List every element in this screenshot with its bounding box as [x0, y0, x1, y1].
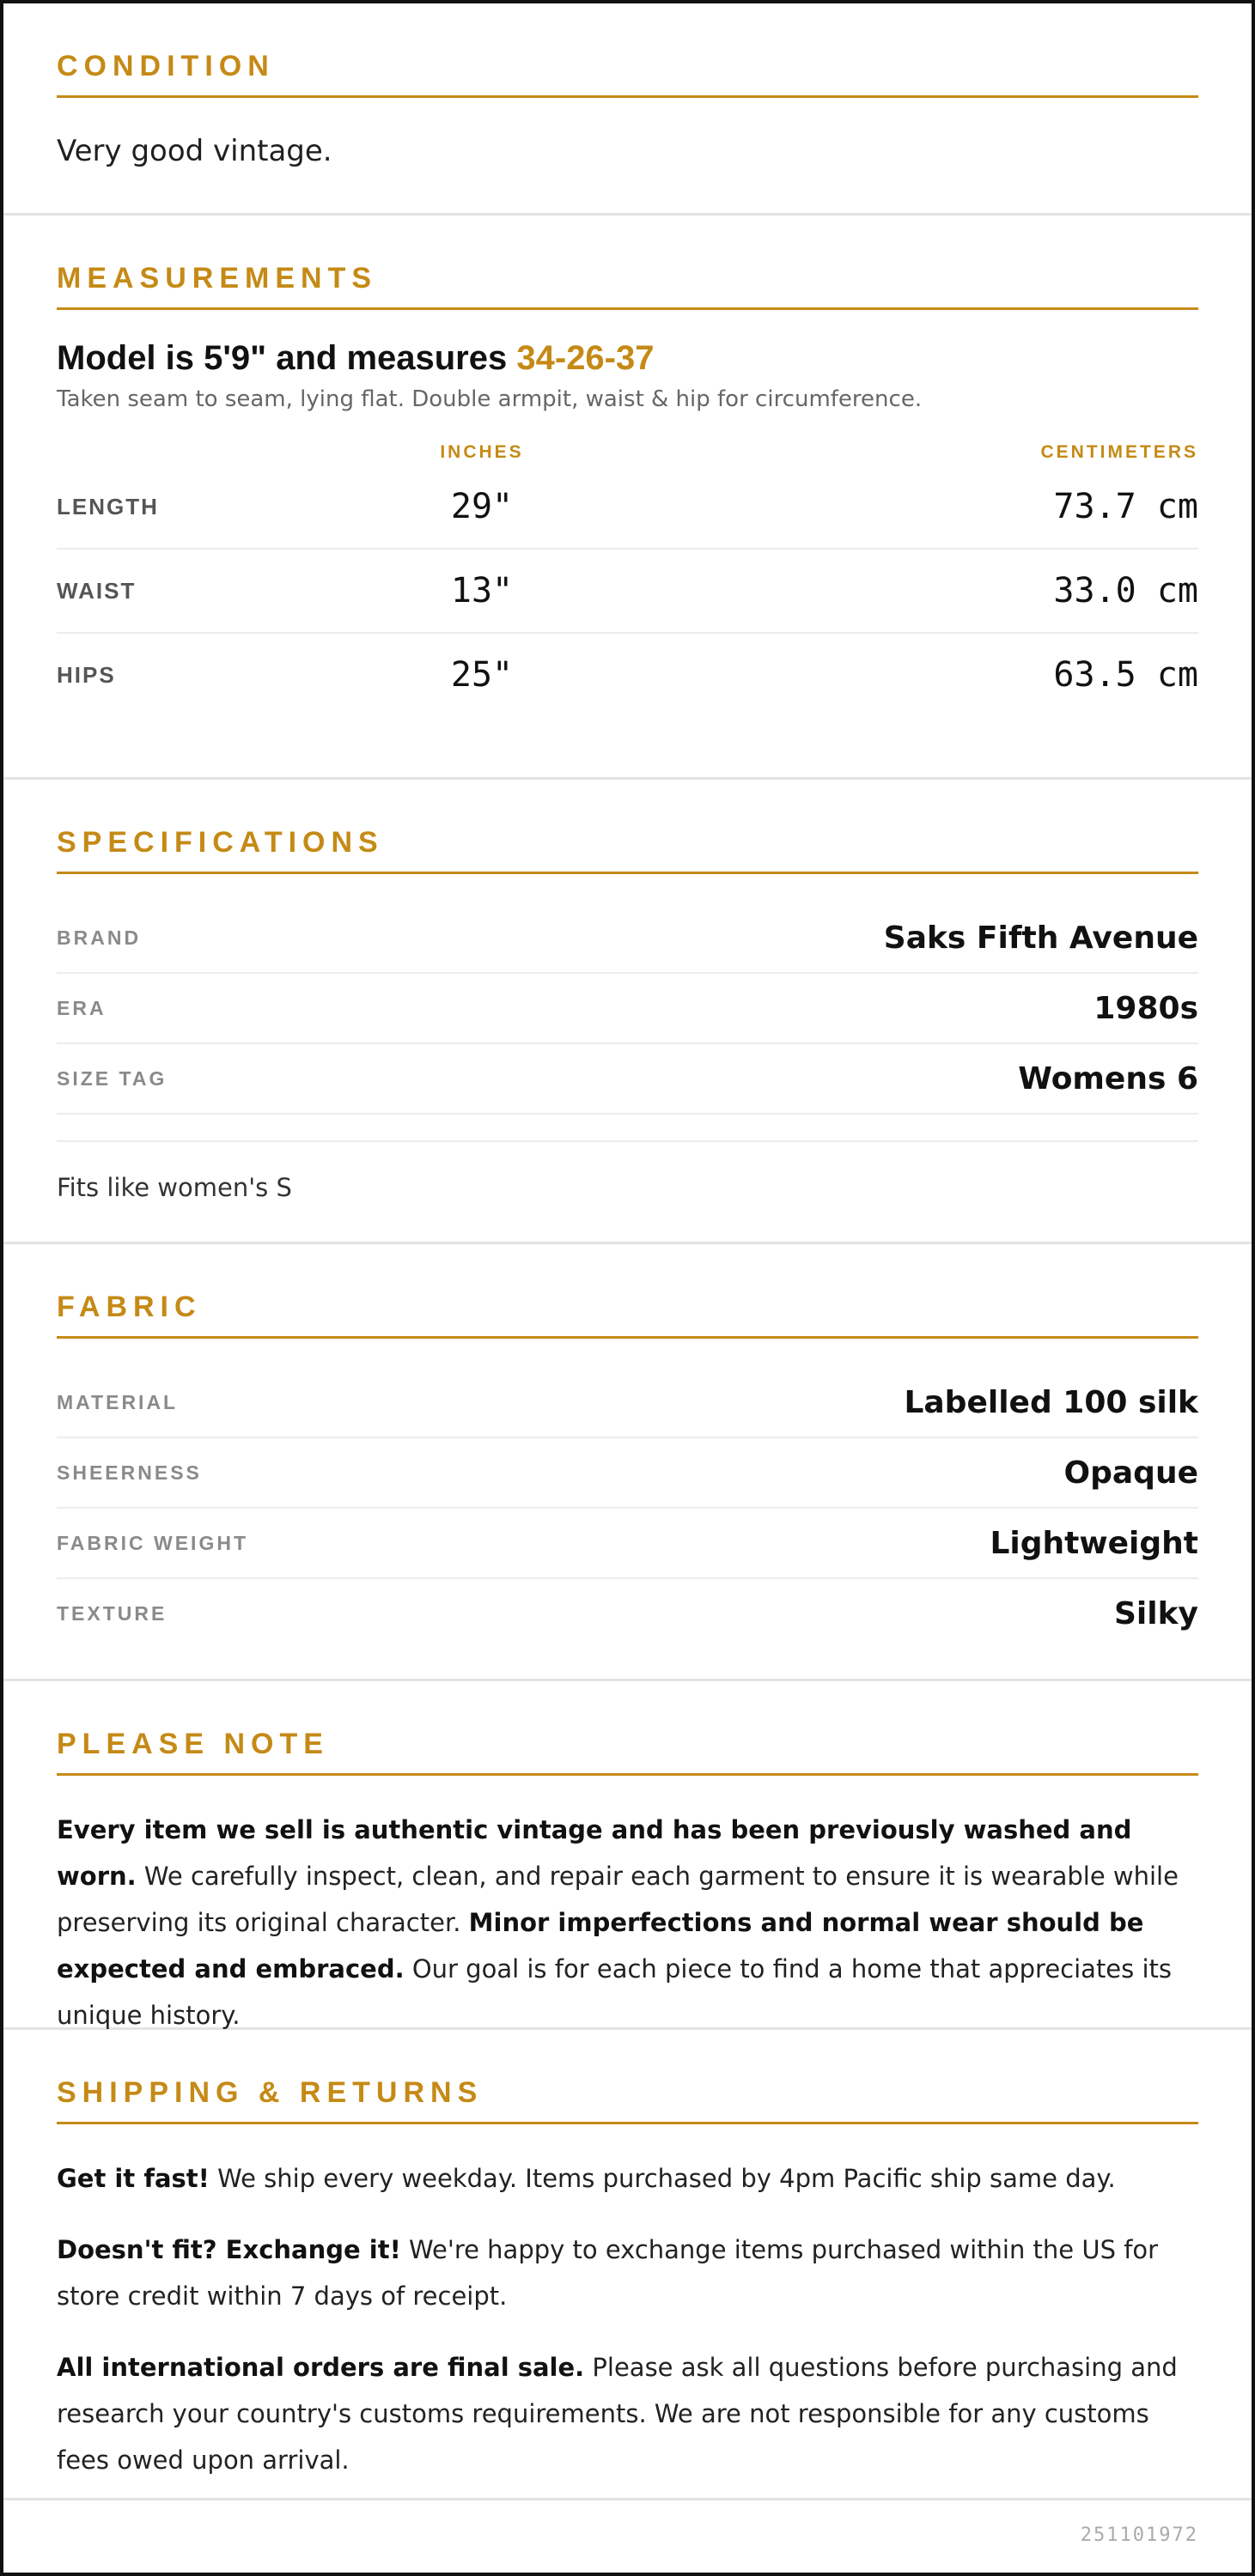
spec-key: ERA	[57, 996, 107, 1019]
shipping-paragraph-international	[57, 2344, 1198, 2483]
shipping-returns-title: SHIPPING & RETURNS	[57, 2076, 1198, 2124]
specifications-section	[3, 780, 1252, 1244]
shipping-bold: Doesn't fit? Exchange it!	[57, 2235, 401, 2264]
spec-row-era	[57, 974, 1198, 1044]
spec-row-size-tag	[57, 1044, 1198, 1115]
note-text-2: Our goal is for each piece to find a home that appreciates its unique history.	[57, 1954, 1173, 2030]
spec-value: 1980s	[1094, 990, 1198, 1026]
measurements-table-header	[57, 440, 1198, 465]
please-note-text	[57, 1807, 1198, 2038]
measurement-centimeters: 33.0 cm	[1053, 571, 1198, 611]
fabric-key: TEXTURE	[57, 1601, 168, 1625]
shipping-paragraph-exchange	[57, 2227, 1198, 2319]
measurement-label: HIPS	[57, 661, 116, 688]
note-text-1: We carefully inspect, clean, and repair each garment to ensure it is wearable while preserving its original character.	[57, 1862, 1179, 1937]
model-measures-value: 34-26-37	[516, 339, 655, 377]
fabric-key: SHEERNESS	[57, 1461, 202, 1484]
spec-key: SIZE TAG	[57, 1066, 168, 1090]
fabric-section	[3, 1244, 1252, 1681]
condition-text: Very good vintage.	[57, 134, 332, 168]
spec-value: Womens 6	[1018, 1060, 1198, 1097]
fabric-key: MATERIAL	[57, 1390, 179, 1413]
fabric-row-material	[57, 1368, 1198, 1438]
please-note-section	[3, 1681, 1252, 2030]
fabric-row-sheerness	[57, 1438, 1198, 1509]
measurements-title: MEASUREMENTS	[57, 262, 1198, 310]
measurement-row-waist	[57, 550, 1198, 634]
condition-title: CONDITION	[57, 50, 1198, 98]
column-header-centimeters: CENTIMETERS	[1040, 442, 1198, 462]
measurement-label: LENGTH	[57, 493, 159, 519]
measurement-row-length	[57, 465, 1198, 550]
model-measures-prefix: Model is 5'9" and measures	[57, 339, 508, 377]
model-measures-line	[57, 339, 1198, 378]
shipping-returns-section	[3, 2030, 1252, 2500]
measurement-inches: 25"	[450, 655, 514, 695]
note-bold-1: Every item we sell is authentic vintage and has been previously washed and worn.	[57, 1815, 1132, 1891]
shipping-text: We're happy to exchange items purchased within the US for store credit within 7 days of receipt.	[57, 2235, 1159, 2311]
measurements-table	[57, 440, 1198, 716]
measurement-centimeters: 73.7 cm	[1053, 487, 1198, 526]
spec-value: Saks Fifth Avenue	[883, 920, 1198, 956]
spec-row-brand	[57, 903, 1198, 974]
specifications-title: SPECIFICATIONS	[57, 826, 1198, 874]
fabric-value: Lightweight	[990, 1525, 1198, 1561]
condition-section	[3, 3, 1252, 216]
shipping-paragraph-fast	[57, 2155, 1198, 2202]
fit-note: Fits like women's S	[57, 1140, 1198, 1202]
shipping-text: We ship every weekday. Items purchased by 4pm Pacific ship same day.	[209, 2164, 1116, 2193]
measurements-subtitle: Taken seam to seam, lying flat. Double armpit, waist & hip for circumference.	[57, 386, 923, 412]
measurement-inches: 29"	[450, 487, 514, 526]
measurements-section	[3, 216, 1252, 780]
note-bold-2: Minor imperfections and normal wear should be expected and embraced.	[57, 1908, 1144, 1984]
fabric-row-weight	[57, 1509, 1198, 1579]
item-id: 251101972	[1080, 2524, 1198, 2546]
measurement-inches: 13"	[450, 571, 514, 611]
please-note-title: PLEASE NOTE	[57, 1728, 1198, 1776]
fabric-title: FABRIC	[57, 1291, 1198, 1339]
specifications-list	[57, 903, 1198, 1115]
measurement-centimeters: 63.5 cm	[1053, 655, 1198, 695]
measurement-label: WAIST	[57, 577, 137, 604]
shipping-text: Please ask all questions before purchasing and research your country's customs requirements. We are not responsible for any customs fees owed upon arrival.	[57, 2353, 1178, 2475]
fabric-value: Silky	[1113, 1595, 1198, 1631]
shipping-bold: Get it fast!	[57, 2164, 210, 2193]
fabric-value: Labelled 100 silk	[904, 1384, 1198, 1420]
footer	[3, 2500, 1252, 2573]
column-header-inches: INCHES	[440, 442, 524, 462]
measurement-row-hips	[57, 634, 1198, 716]
fabric-value: Opaque	[1063, 1455, 1198, 1491]
fabric-list	[57, 1368, 1198, 1648]
fabric-row-texture	[57, 1579, 1198, 1648]
spec-key: BRAND	[57, 926, 142, 949]
shipping-bold: All international orders are final sale.	[57, 2353, 585, 2382]
fabric-key: FABRIC WEIGHT	[57, 1531, 248, 1554]
